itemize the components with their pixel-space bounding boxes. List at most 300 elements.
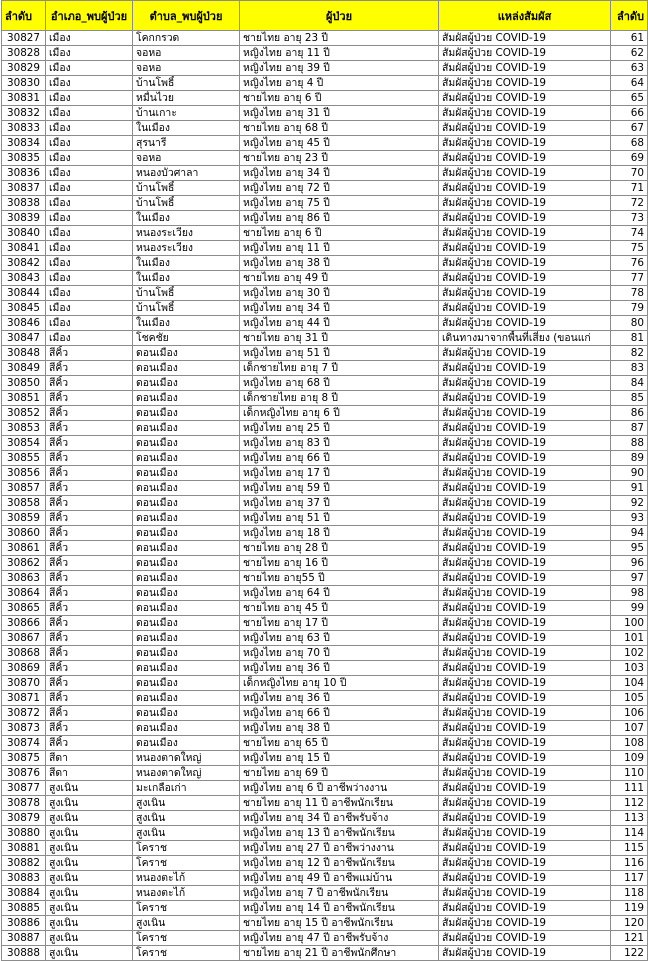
table-row — [2, 781, 648, 796]
covid-case-table — [1, 0, 648, 961]
header-rank: ลำดับ — [611, 1, 648, 31]
cell-num: 30867 — [2, 631, 46, 646]
cell-patient: ชายไทย อายุ 69 ปี — [240, 766, 439, 781]
cell-patient: หญิงไทย อายุ 6 ปี อาชีพว่างงาน — [240, 781, 439, 796]
cell-district: สีคิ้ว — [46, 496, 133, 511]
cell-rank: 122 — [611, 946, 648, 961]
cell-source: สัมผัสผู้ป่วย COVID-19 — [439, 226, 611, 241]
cell-district: เมือง — [46, 61, 133, 76]
cell-rank: 105 — [611, 691, 648, 706]
cell-subdistrict: สูงเนิน — [133, 811, 240, 826]
cell-subdistrict: หนองระเวียง — [133, 241, 240, 256]
table-row — [2, 811, 648, 826]
cell-num: 30852 — [2, 406, 46, 421]
cell-district: สูงเนิน — [46, 931, 133, 946]
cell-district: สีคิ้ว — [46, 646, 133, 661]
cell-patient: ชายไทย อายุ 49 ปี — [240, 271, 439, 286]
cell-source: สัมผัสผู้ป่วย COVID-19 — [439, 181, 611, 196]
table-row — [2, 181, 648, 196]
cell-rank: 87 — [611, 421, 648, 436]
cell-subdistrict: สุรนารี — [133, 136, 240, 151]
table-row — [2, 406, 648, 421]
cell-patient: หญิงไทย อายุ 4 ปี — [240, 76, 439, 91]
cell-source: สัมผัสผู้ป่วย COVID-19 — [439, 601, 611, 616]
cell-patient: หญิงไทย อายุ 30 ปี — [240, 286, 439, 301]
cell-patient: หญิงไทย อายุ 51 ปี — [240, 511, 439, 526]
cell-subdistrict: หนองตาดใหญ่ — [133, 751, 240, 766]
cell-district: สีคิ้ว — [46, 691, 133, 706]
cell-patient: หญิงไทย อายุ 25 ปี — [240, 421, 439, 436]
cell-subdistrict: ดอนเมือง — [133, 496, 240, 511]
cell-source: สัมผัสผู้ป่วย COVID-19 — [439, 826, 611, 841]
cell-source: สัมผัสผู้ป่วย COVID-19 — [439, 406, 611, 421]
cell-district: สีคิ้ว — [46, 361, 133, 376]
cell-patient: หญิงไทย อายุ 12 ปี อาชีพนักเรียน — [240, 856, 439, 871]
cell-source: สัมผัสผู้ป่วย COVID-19 — [439, 241, 611, 256]
cell-patient: หญิงไทย อายุ 75 ปี — [240, 196, 439, 211]
cell-subdistrict: โคราช — [133, 841, 240, 856]
cell-num: 30840 — [2, 226, 46, 241]
cell-subdistrict: ดอนเมือง — [133, 376, 240, 391]
cell-district: สีคิ้ว — [46, 481, 133, 496]
cell-num: 30876 — [2, 766, 46, 781]
cell-num: 30887 — [2, 931, 46, 946]
cell-rank: 100 — [611, 616, 648, 631]
cell-source: สัมผัสผู้ป่วย COVID-19 — [439, 841, 611, 856]
cell-subdistrict: บ้านโพธิ์ — [133, 181, 240, 196]
cell-patient: หญิงไทย อายุ 14 ปี อาชีพนักเรียน — [240, 901, 439, 916]
cell-district: สูงเนิน — [46, 781, 133, 796]
table-row — [2, 91, 648, 106]
cell-district: สีคิ้ว — [46, 421, 133, 436]
cell-num: 30856 — [2, 466, 46, 481]
cell-num: 30875 — [2, 751, 46, 766]
cell-source: สัมผัสผู้ป่วย COVID-19 — [439, 136, 611, 151]
cell-rank: 82 — [611, 346, 648, 361]
cell-source: สัมผัสผู้ป่วย COVID-19 — [439, 781, 611, 796]
cell-rank: 106 — [611, 706, 648, 721]
cell-source: สัมผัสผู้ป่วย COVID-19 — [439, 211, 611, 226]
cell-rank: 72 — [611, 196, 648, 211]
cell-patient: หญิงไทย อายุ 49 ปี อาชีพแม่บ้าน — [240, 871, 439, 886]
table-row — [2, 241, 648, 256]
cell-patient: หญิงไทย อายุ 34 ปี — [240, 166, 439, 181]
cell-rank: 97 — [611, 571, 648, 586]
cell-rank: 79 — [611, 301, 648, 316]
cell-num: 30866 — [2, 616, 46, 631]
table-row — [2, 451, 648, 466]
cell-district: สีคิ้ว — [46, 601, 133, 616]
cell-district: สีคิ้ว — [46, 346, 133, 361]
cell-source: สัมผัสผู้ป่วย COVID-19 — [439, 361, 611, 376]
cell-num: 30868 — [2, 646, 46, 661]
cell-rank: 104 — [611, 676, 648, 691]
cell-source: สัมผัสผู้ป่วย COVID-19 — [439, 511, 611, 526]
cell-num: 30835 — [2, 151, 46, 166]
cell-subdistrict: โคราช — [133, 856, 240, 871]
cell-subdistrict: ดอนเมือง — [133, 346, 240, 361]
header-source: แหล่งสัมผัส — [439, 1, 611, 31]
cell-source: สัมผัสผู้ป่วย COVID-19 — [439, 736, 611, 751]
cell-patient: ชายไทย อายุ 11 ปี อาชีพนักเรียน — [240, 796, 439, 811]
cell-district: สีคิ้ว — [46, 391, 133, 406]
table-row — [2, 886, 648, 901]
cell-district: เมือง — [46, 286, 133, 301]
cell-num: 30858 — [2, 496, 46, 511]
cell-patient: หญิงไทย อายุ 59 ปี — [240, 481, 439, 496]
cell-rank: 69 — [611, 151, 648, 166]
cell-district: สีคิ้ว — [46, 736, 133, 751]
cell-patient: หญิงไทย อายุ 7 ปี อาชีพนักเรียน — [240, 886, 439, 901]
cell-subdistrict: ในเมือง — [133, 271, 240, 286]
cell-rank: 86 — [611, 406, 648, 421]
cell-num: 30833 — [2, 121, 46, 136]
cell-district: เมือง — [46, 76, 133, 91]
cell-district: สูงเนิน — [46, 811, 133, 826]
cell-source: สัมผัสผู้ป่วย COVID-19 — [439, 346, 611, 361]
cell-source: สัมผัสผู้ป่วย COVID-19 — [439, 91, 611, 106]
cell-num: 30877 — [2, 781, 46, 796]
cell-rank: 107 — [611, 721, 648, 736]
cell-subdistrict: ดอนเมือง — [133, 421, 240, 436]
cell-source: สัมผัสผู้ป่วย COVID-19 — [439, 916, 611, 931]
table-row — [2, 391, 648, 406]
cell-source: สัมผัสผู้ป่วย COVID-19 — [439, 691, 611, 706]
cell-patient: หญิงไทย อายุ 86 ปี — [240, 211, 439, 226]
cell-subdistrict: ดอนเมือง — [133, 706, 240, 721]
cell-source: สัมผัสผู้ป่วย COVID-19 — [439, 391, 611, 406]
cell-source: สัมผัสผู้ป่วย COVID-19 — [439, 301, 611, 316]
cell-patient: ชายไทย อายุ 6 ปี — [240, 226, 439, 241]
cell-rank: 110 — [611, 766, 648, 781]
cell-district: สีคิ้ว — [46, 526, 133, 541]
cell-district: สีคิ้ว — [46, 571, 133, 586]
cell-source: สัมผัสผู้ป่วย COVID-19 — [439, 541, 611, 556]
cell-source: สัมผัสผู้ป่วย COVID-19 — [439, 526, 611, 541]
cell-rank: 101 — [611, 631, 648, 646]
cell-district: เมือง — [46, 166, 133, 181]
table-row — [2, 631, 648, 646]
cell-subdistrict: ดอนเมือง — [133, 466, 240, 481]
header-patient: ผู้ป่วย — [240, 1, 439, 31]
cell-num: 30843 — [2, 271, 46, 286]
cell-district: เมือง — [46, 226, 133, 241]
cell-subdistrict: บ้านโพธิ์ — [133, 196, 240, 211]
cell-num: 30831 — [2, 91, 46, 106]
cell-patient: หญิงไทย อายุ 18 ปี — [240, 526, 439, 541]
cell-patient: ชายไทย อายุ 15 ปี อาชีพนักเรียน — [240, 916, 439, 931]
cell-rank: 103 — [611, 661, 648, 676]
cell-district: สูงเนิน — [46, 871, 133, 886]
cell-num: 30862 — [2, 556, 46, 571]
cell-source: สัมผัสผู้ป่วย COVID-19 — [439, 556, 611, 571]
cell-source: สัมผัสผู้ป่วย COVID-19 — [439, 466, 611, 481]
cell-source: สัมผัสผู้ป่วย COVID-19 — [439, 271, 611, 286]
cell-num: 30882 — [2, 856, 46, 871]
cell-district: เมือง — [46, 196, 133, 211]
cell-source: สัมผัสผู้ป่วย COVID-19 — [439, 661, 611, 676]
cell-rank: 90 — [611, 466, 648, 481]
cell-district: เมือง — [46, 31, 133, 46]
cell-source: สัมผัสผู้ป่วย COVID-19 — [439, 481, 611, 496]
cell-rank: 68 — [611, 136, 648, 151]
cell-subdistrict: หนองตะไก้ — [133, 886, 240, 901]
cell-patient: เด็กหญิงไทย อายุ 10 ปี — [240, 676, 439, 691]
cell-source: สัมผัสผู้ป่วย COVID-19 — [439, 676, 611, 691]
cell-rank: 76 — [611, 256, 648, 271]
cell-source: สัมผัสผู้ป่วย COVID-19 — [439, 46, 611, 61]
cell-subdistrict: หมื่นไวย — [133, 91, 240, 106]
cell-patient: หญิงไทย อายุ 27 ปี อาชีพว่างงาน — [240, 841, 439, 856]
cell-num: 30832 — [2, 106, 46, 121]
header-num: ลำดับ — [2, 1, 46, 31]
cell-num: 30844 — [2, 286, 46, 301]
cell-source: สัมผัสผู้ป่วย COVID-19 — [439, 946, 611, 961]
cell-num: 30885 — [2, 901, 46, 916]
cell-patient: หญิงไทย อายุ 51 ปี — [240, 346, 439, 361]
cell-patient: หญิงไทย อายุ 66 ปี — [240, 706, 439, 721]
cell-district: เมือง — [46, 211, 133, 226]
table-row — [2, 316, 648, 331]
cell-source: สัมผัสผู้ป่วย COVID-19 — [439, 811, 611, 826]
cell-rank: 108 — [611, 736, 648, 751]
cell-rank: 80 — [611, 316, 648, 331]
cell-district: สูงเนิน — [46, 826, 133, 841]
cell-patient: หญิงไทย อายุ 63 ปี — [240, 631, 439, 646]
cell-subdistrict: โคราช — [133, 931, 240, 946]
cell-source: สัมผัสผู้ป่วย COVID-19 — [439, 631, 611, 646]
table-row — [2, 736, 648, 751]
cell-rank: 94 — [611, 526, 648, 541]
cell-patient: หญิงไทย อายุ 66 ปี — [240, 451, 439, 466]
cell-subdistrict: ดอนเมือง — [133, 451, 240, 466]
cell-patient: หญิงไทย อายุ 11 ปี — [240, 46, 439, 61]
table-row — [2, 646, 648, 661]
cell-subdistrict: โชคชัย — [133, 331, 240, 346]
cell-source: สัมผัสผู้ป่วย COVID-19 — [439, 316, 611, 331]
cell-source: สัมผัสผู้ป่วย COVID-19 — [439, 766, 611, 781]
cell-district: สีคิ้ว — [46, 661, 133, 676]
table-row — [2, 721, 648, 736]
cell-rank: 66 — [611, 106, 648, 121]
table-row — [2, 856, 648, 871]
cell-patient: ชายไทย อายุ 28 ปี — [240, 541, 439, 556]
cell-num: 30863 — [2, 571, 46, 586]
cell-rank: 119 — [611, 901, 648, 916]
cell-num: 30888 — [2, 946, 46, 961]
table-row — [2, 511, 648, 526]
cell-num: 30841 — [2, 241, 46, 256]
table-row — [2, 286, 648, 301]
table-row — [2, 706, 648, 721]
cell-patient: หญิงไทย อายุ 34 ปี — [240, 301, 439, 316]
cell-num: 30845 — [2, 301, 46, 316]
cell-subdistrict: บ้านเกาะ — [133, 106, 240, 121]
cell-source: สัมผัสผู้ป่วย COVID-19 — [439, 106, 611, 121]
cell-rank: 70 — [611, 166, 648, 181]
cell-district: สูงเนิน — [46, 916, 133, 931]
cell-rank: 121 — [611, 931, 648, 946]
table-row — [2, 151, 648, 166]
table-row — [2, 436, 648, 451]
cell-patient: หญิงไทย อายุ 83 ปี — [240, 436, 439, 451]
cell-num: 30830 — [2, 76, 46, 91]
table-row — [2, 661, 648, 676]
cell-patient: หญิงไทย อายุ 31 ปี — [240, 106, 439, 121]
cell-subdistrict: จอหอ — [133, 61, 240, 76]
table-row — [2, 481, 648, 496]
cell-district: เมือง — [46, 271, 133, 286]
cell-num: 30849 — [2, 361, 46, 376]
header-subdistrict: ตำบล_พบผู้ป่วย — [133, 1, 240, 31]
cell-rank: 102 — [611, 646, 648, 661]
cell-patient: หญิงไทย อายุ 44 ปี — [240, 316, 439, 331]
cell-subdistrict: บ้านโพธิ์ — [133, 301, 240, 316]
cell-rank: 112 — [611, 796, 648, 811]
cell-source: สัมผัสผู้ป่วย COVID-19 — [439, 706, 611, 721]
cell-patient: ชายไทย อายุ 21 ปี อาชีพนักศึกษา — [240, 946, 439, 961]
cell-rank: 65 — [611, 91, 648, 106]
cell-num: 30857 — [2, 481, 46, 496]
cell-rank: 78 — [611, 286, 648, 301]
cell-num: 30869 — [2, 661, 46, 676]
cell-subdistrict: หนองระเวียง — [133, 226, 240, 241]
cell-subdistrict: ดอนเมือง — [133, 436, 240, 451]
cell-rank: 64 — [611, 76, 648, 91]
cell-district: เมือง — [46, 121, 133, 136]
cell-subdistrict: ดอนเมือง — [133, 721, 240, 736]
cell-patient: หญิงไทย อายุ 39 ปี — [240, 61, 439, 76]
cell-patient: หญิงไทย อายุ 36 ปี — [240, 661, 439, 676]
cell-patient: ชายไทย อายุ 45 ปี — [240, 601, 439, 616]
cell-district: สีดา — [46, 766, 133, 781]
table-row — [2, 301, 648, 316]
table-row — [2, 346, 648, 361]
cell-subdistrict: ดอนเมือง — [133, 586, 240, 601]
cell-district: สีคิ้ว — [46, 376, 133, 391]
cell-source: สัมผัสผู้ป่วย COVID-19 — [439, 61, 611, 76]
cell-district: เมือง — [46, 46, 133, 61]
cell-subdistrict: ดอนเมือง — [133, 676, 240, 691]
cell-num: 30878 — [2, 796, 46, 811]
cell-num: 30851 — [2, 391, 46, 406]
table-row — [2, 946, 648, 961]
cell-district: สูงเนิน — [46, 886, 133, 901]
table-row — [2, 496, 648, 511]
cell-subdistrict: ดอนเมือง — [133, 616, 240, 631]
cell-source: สัมผัสผู้ป่วย COVID-19 — [439, 871, 611, 886]
cell-num: 30860 — [2, 526, 46, 541]
table-row — [2, 826, 648, 841]
cell-district: สีคิ้ว — [46, 616, 133, 631]
cell-district: เมือง — [46, 106, 133, 121]
cell-source: สัมผัสผู้ป่วย COVID-19 — [439, 886, 611, 901]
cell-patient: หญิงไทย อายุ 45 ปี — [240, 136, 439, 151]
cell-rank: 61 — [611, 31, 648, 46]
cell-patient: หญิงไทย อายุ 15 ปี — [240, 751, 439, 766]
cell-subdistrict: ดอนเมือง — [133, 526, 240, 541]
cell-patient: หญิงไทย อายุ 68 ปี — [240, 376, 439, 391]
cell-rank: 95 — [611, 541, 648, 556]
cell-rank: 99 — [611, 601, 648, 616]
cell-district: เมือง — [46, 301, 133, 316]
cell-source: สัมผัสผู้ป่วย COVID-19 — [439, 151, 611, 166]
cell-source: สัมผัสผู้ป่วย COVID-19 — [439, 76, 611, 91]
cell-district: สูงเนิน — [46, 946, 133, 961]
table-row — [2, 361, 648, 376]
cell-rank: 117 — [611, 871, 648, 886]
cell-subdistrict: บ้านโพธิ์ — [133, 286, 240, 301]
cell-rank: 96 — [611, 556, 648, 571]
table-row — [2, 61, 648, 76]
cell-num: 30883 — [2, 871, 46, 886]
table-row — [2, 586, 648, 601]
cell-patient: หญิงไทย อายุ 38 ปี — [240, 721, 439, 736]
cell-num: 30864 — [2, 586, 46, 601]
cell-num: 30838 — [2, 196, 46, 211]
cell-district: เมือง — [46, 316, 133, 331]
cell-patient: หญิงไทย อายุ 70 ปี — [240, 646, 439, 661]
cell-source: สัมผัสผู้ป่วย COVID-19 — [439, 286, 611, 301]
cell-source: สัมผัสผู้ป่วย COVID-19 — [439, 376, 611, 391]
cell-district: เมือง — [46, 331, 133, 346]
table-row — [2, 121, 648, 136]
cell-num: 30853 — [2, 421, 46, 436]
cell-district: สีคิ้ว — [46, 631, 133, 646]
table-row — [2, 226, 648, 241]
cell-rank: 81 — [611, 331, 648, 346]
cell-rank: 93 — [611, 511, 648, 526]
cell-district: สีคิ้ว — [46, 556, 133, 571]
cell-source: สัมผัสผู้ป่วย COVID-19 — [439, 31, 611, 46]
cell-patient: หญิงไทย อายุ 72 ปี — [240, 181, 439, 196]
cell-district: เมือง — [46, 181, 133, 196]
cell-patient: หญิงไทย อายุ 37 ปี — [240, 496, 439, 511]
cell-patient: ชายไทย อายุ 68 ปี — [240, 121, 439, 136]
table-row — [2, 796, 648, 811]
table-row — [2, 916, 648, 931]
cell-subdistrict: จอหอ — [133, 151, 240, 166]
cell-source: สัมผัสผู้ป่วย COVID-19 — [439, 571, 611, 586]
cell-rank: 111 — [611, 781, 648, 796]
cell-district: สีคิ้ว — [46, 406, 133, 421]
cell-rank: 85 — [611, 391, 648, 406]
table-row — [2, 556, 648, 571]
cell-subdistrict: โคราช — [133, 946, 240, 961]
table-row — [2, 841, 648, 856]
cell-num: 30836 — [2, 166, 46, 181]
table-row — [2, 166, 648, 181]
table-row — [2, 106, 648, 121]
cell-num: 30828 — [2, 46, 46, 61]
cell-num: 30874 — [2, 736, 46, 751]
cell-subdistrict: ดอนเมือง — [133, 691, 240, 706]
cell-source: สัมผัสผู้ป่วย COVID-19 — [439, 256, 611, 271]
cell-num: 30865 — [2, 601, 46, 616]
cell-rank: 83 — [611, 361, 648, 376]
cell-subdistrict: หนองตาดใหญ่ — [133, 766, 240, 781]
cell-source: สัมผัสผู้ป่วย COVID-19 — [439, 496, 611, 511]
table-row — [2, 256, 648, 271]
cell-district: เมือง — [46, 256, 133, 271]
cell-num: 30855 — [2, 451, 46, 466]
cell-num: 30861 — [2, 541, 46, 556]
cell-num: 30872 — [2, 706, 46, 721]
cell-subdistrict: ในเมือง — [133, 256, 240, 271]
cell-subdistrict: สูงเนิน — [133, 826, 240, 841]
cell-source: เดินทางมาจากพื้นที่เสี่ยง (ขอนแก่ — [439, 331, 611, 346]
cell-rank: 114 — [611, 826, 648, 841]
